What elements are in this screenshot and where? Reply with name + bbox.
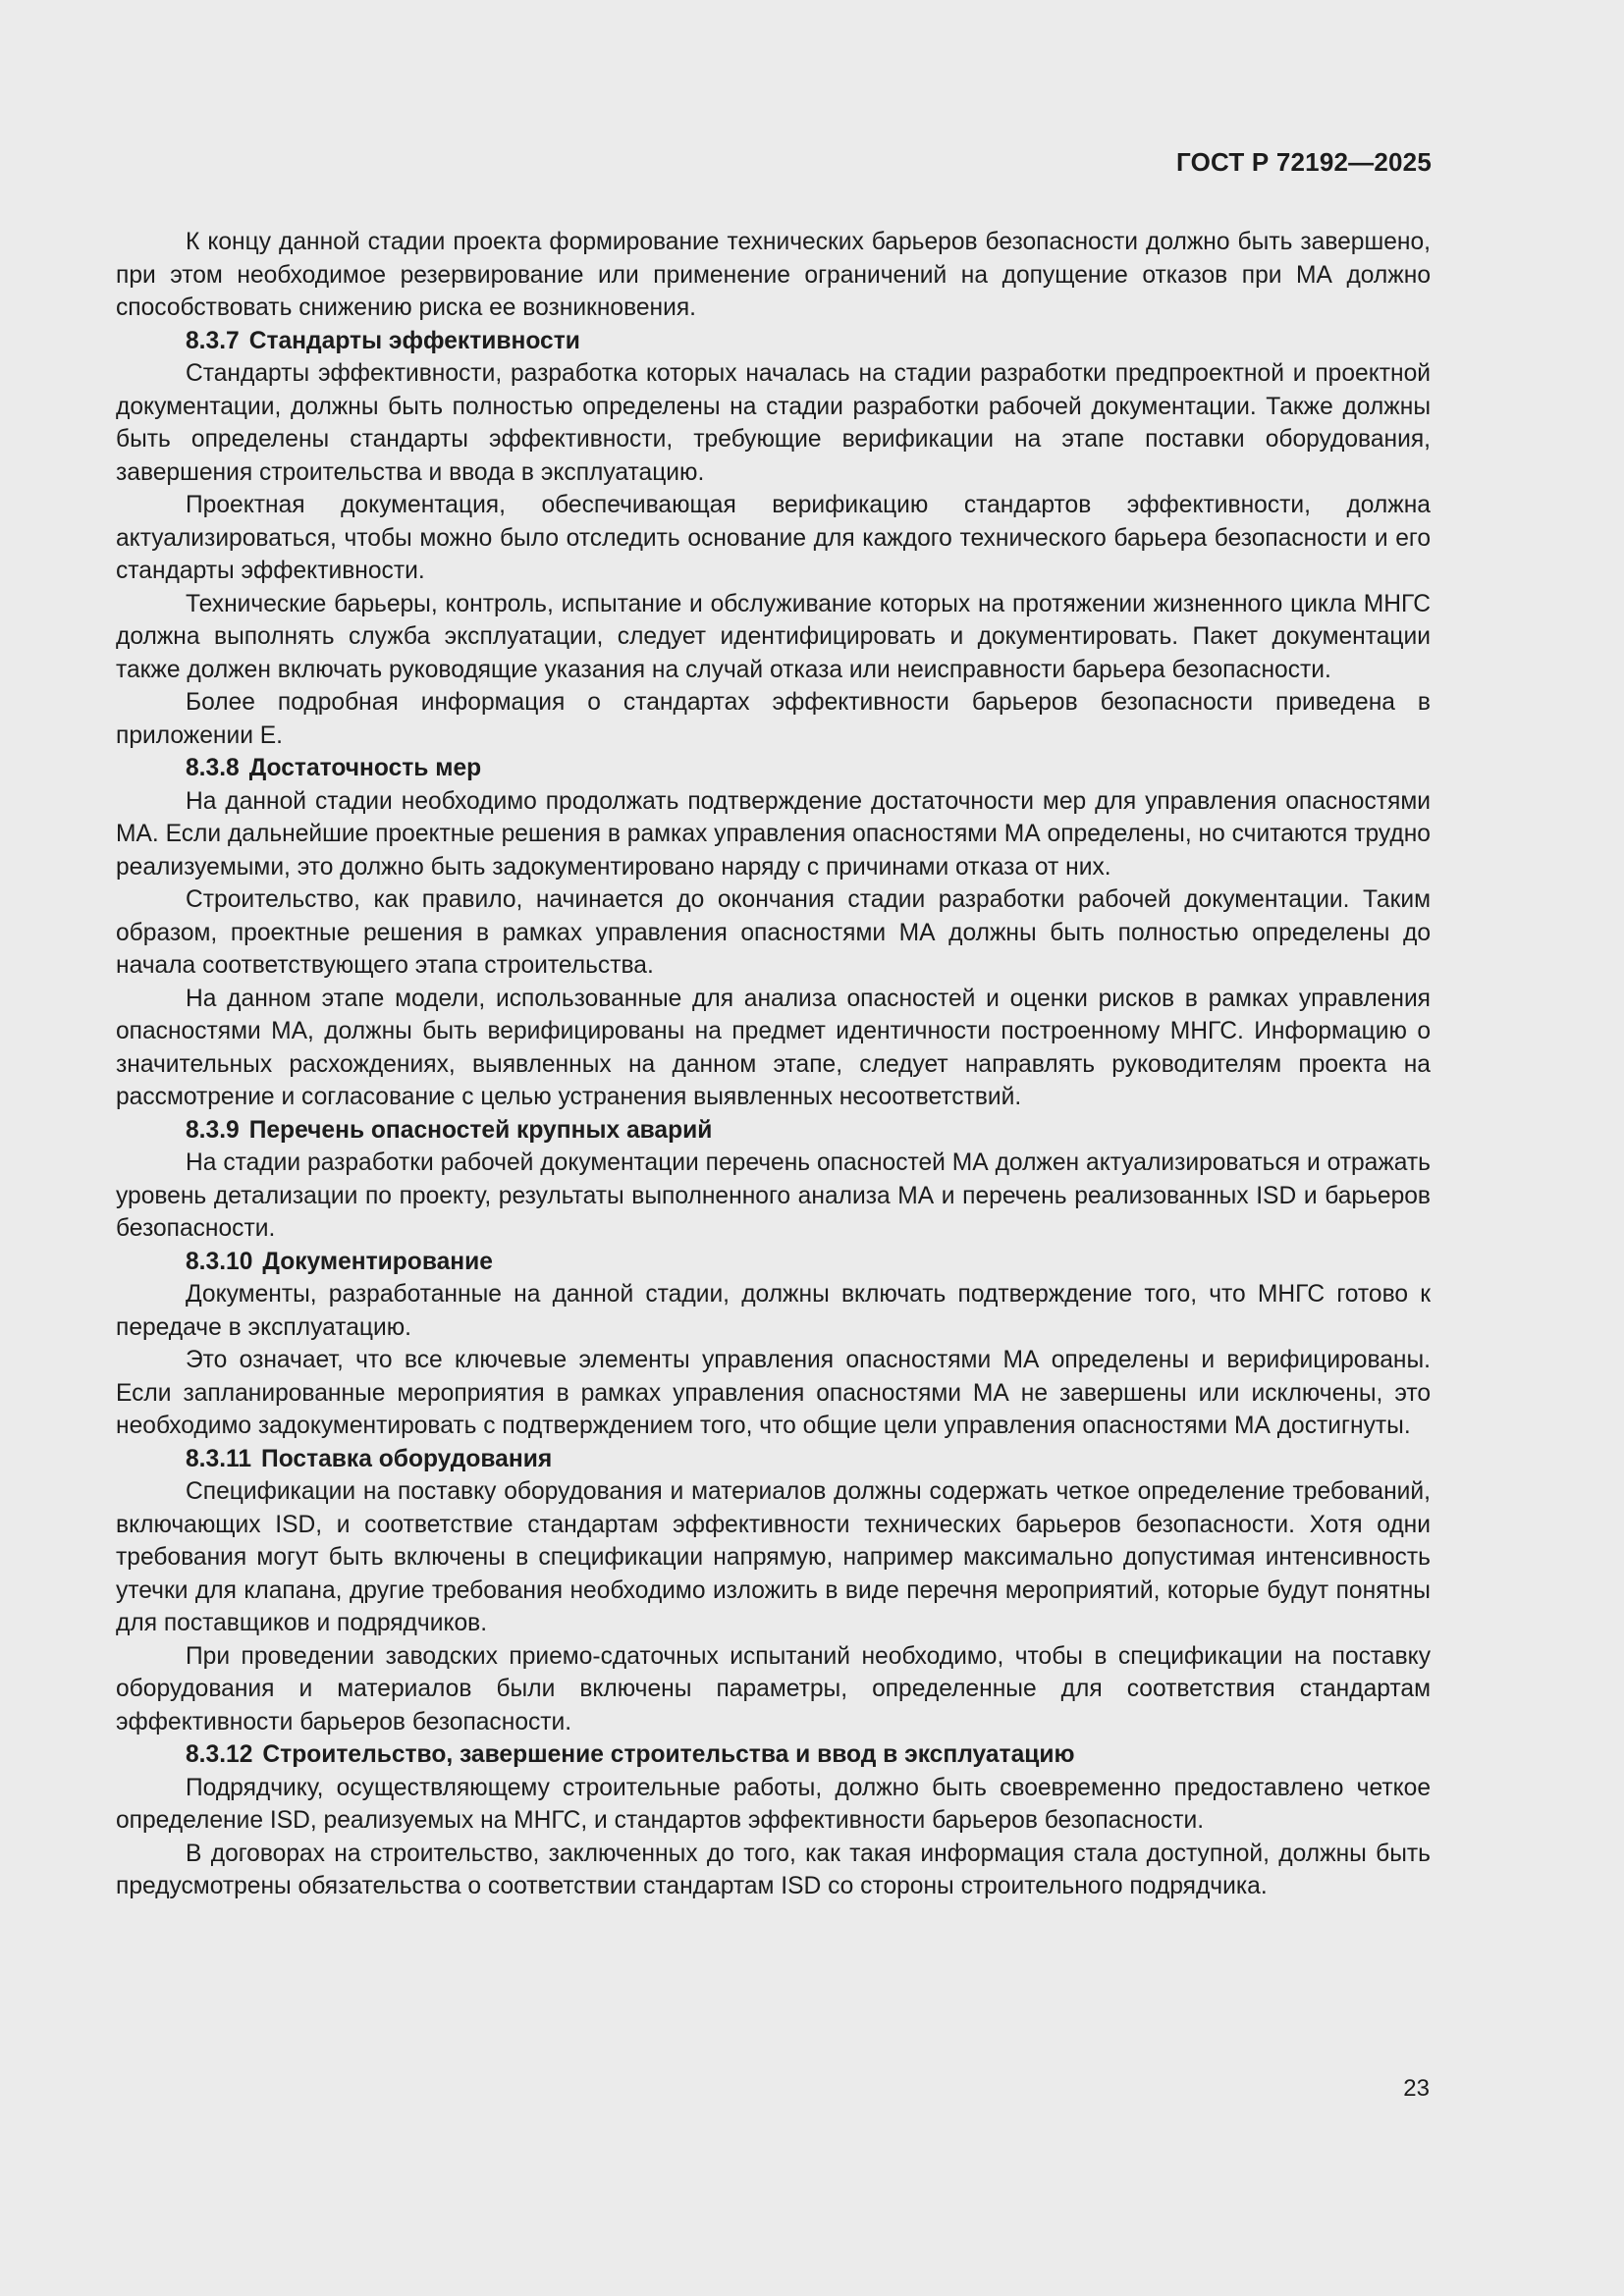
section-title: Достаточность мер: [248, 755, 482, 781]
section-title: Строительство, завершение строительства и ввод в эксплуатацию: [262, 1741, 1075, 1768]
section-number: 8.3.10: [186, 1248, 253, 1275]
document-header: ГОСТ Р 72192—2025: [1176, 147, 1432, 177]
paragraph: Подрядчику, осуществляющему строительные работы, должно быть своевременно предоставлено четкое определение ISD, реализуемых на МНГС, и стандартов эффективности барьеров безопасности.: [116, 1774, 1431, 1834]
section-title: Поставка оборудования: [261, 1445, 553, 1472]
paragraph: Более подробная информация о стандартах эффективности барьеров безопасности приведена в приложении Е.: [116, 689, 1431, 749]
paragraph: Стандарты эффективности, разработка которых началась на стадии разработки предпроектной и проектной документации, должны быть полностью определены на стадии разработки рабочей документации. Также должны быть определены стандарты эффективности, требующие верификации на этапе поставки оборудования, завершения строительства и ввода в эксплуатацию.: [116, 360, 1431, 486]
section-number: 8.3.9: [186, 1116, 240, 1144]
paragraph: Проектная документация, обеспечивающая верификацию стандартов эффективности, должна актуализироваться, чтобы можно было отследить основание для каждого технического барьера безопасности и его стандарты эффективности.: [116, 492, 1431, 584]
paragraph: Технические барьеры, контроль, испытание и обслуживание которых на протяжении жизненного цикла МНГС должна выполнять служба эксплуатации, следует идентифицировать и документировать. Пакет документации также должен включать руководящие указания на случай отказа или неисправности барьера безопасности.: [116, 590, 1431, 683]
section-number: 8.3.7: [186, 327, 240, 354]
section-heading-8-3-8: [116, 752, 1431, 785]
section-heading-8-3-12: [116, 1738, 1431, 1772]
paragraph: На данном этапе модели, использованные для анализа опасностей и оценки рисков в рамках управления опасностями МА, должны быть верифицированы на предмет идентичности построенному МНГС. Информацию о значительных расхождениях, выявленных на данном этапе, следует направлять руководителям проекта на рассмотрение и согласование с целью устранения выявленных несоответствий.: [116, 985, 1431, 1110]
section-number: 8.3.8: [186, 755, 240, 781]
section-heading-8-3-7: [116, 325, 1431, 358]
paragraph: К концу данной стадии проекта формирование технических барьеров безопасности должно быть завершено, при этом необходимое резервирование или применение ограничений на допущение отказов при МА должно способствовать снижению риска ее возникновения.: [116, 229, 1431, 321]
section-title: Стандарты эффективности: [248, 327, 580, 354]
section-number: 8.3.12: [186, 1741, 253, 1768]
document-body: [116, 226, 1431, 1903]
section-number: 8.3.11: [186, 1445, 252, 1472]
section-title: Перечень опасностей крупных аварий: [248, 1116, 713, 1144]
section-title: Документирование: [262, 1248, 493, 1275]
paragraph: Документы, разработанные на данной стадии, должны включать подтверждение того, что МНГС готово к передаче в эксплуатацию.: [116, 1281, 1431, 1341]
page-number: 23: [1403, 2075, 1430, 2102]
paragraph: На данной стадии необходимо продолжать подтверждение достаточности мер для управления опасностями МА. Если дальнейшие проектные решения в рамках управления опасностями МА определены, но считаются трудно реализуемыми, это должно быть задокументировано наряду с причинами отказа от них.: [116, 787, 1431, 881]
paragraph: В договорах на строительство, заключенных до того, как такая информация стала доступной, должны быть предусмотрены обязательства о соответствии стандартам ISD со стороны строительного подрядчика.: [116, 1840, 1431, 1899]
paragraph: Строительство, как правило, начинается до окончания стадии разработки рабочей документации. Таким образом, проектные решения в рамках управления опасностями МА должны быть полностью определены до начала соответствующего этапа строительства.: [116, 886, 1431, 979]
paragraph: На стадии разработки рабочей документации перечень опасностей МА должен актуализироваться и отражать уровень детализации по проекту, результаты выполненного анализа МА и перечень реализованных ISD и барьеров безопасности.: [116, 1149, 1431, 1242]
section-heading-8-3-10: [116, 1246, 1431, 1279]
paragraph: Это означает, что все ключевые элементы управления опасностями МА определены и верифицированы. Если запланированные мероприятия в рамках управления опасностями МА не завершены или исключены, это необходимо задокументировать с подтверждением того, что общие цели управления опасностями МА достигнуты.: [116, 1347, 1431, 1439]
section-heading-8-3-11: [116, 1443, 1431, 1476]
paragraph: При проведении заводских приемо-сдаточных испытаний необходимо, чтобы в спецификации на поставку оборудования и материалов были включены параметры, определенные для соответствия стандартам эффективности барьеров безопасности.: [116, 1642, 1431, 1735]
section-heading-8-3-9: [116, 1114, 1431, 1148]
paragraph: Спецификации на поставку оборудования и материалов должны содержать четкое определение требований, включающих ISD, и соответствие стандартам эффективности технических барьеров безопасности. Хотя одни требования могут быть включены в спецификации напрямую, например максимально допустимая интенсивность утечки для клапана, другие требования необходимо изложить в виде перечня мероприятий, которые будут понятны для поставщиков и подрядчиков.: [116, 1478, 1431, 1636]
